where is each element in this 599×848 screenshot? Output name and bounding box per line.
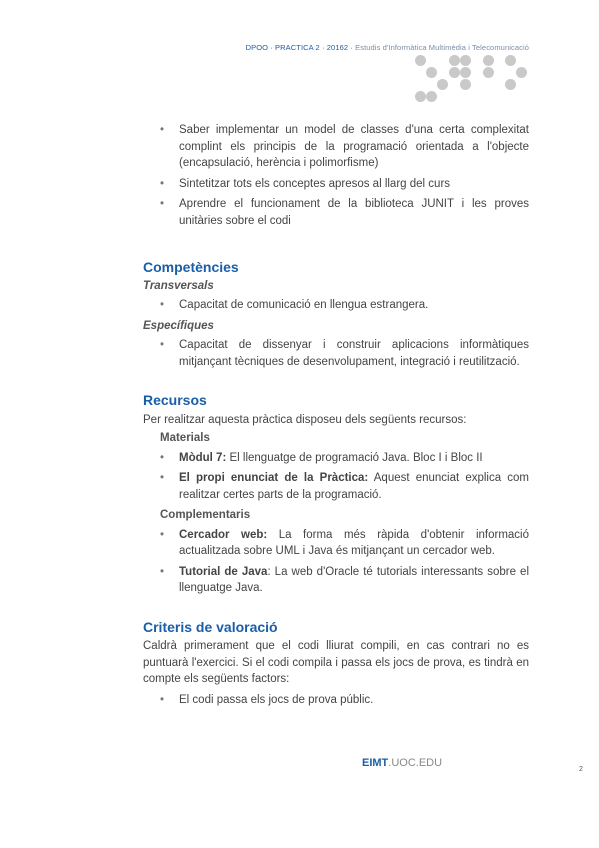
page-header <box>246 43 529 52</box>
complementary-heading: Complementaris <box>160 509 251 521</box>
list-item: • Sintetitzar tots els conceptes apresos al llarg del curs <box>143 176 529 193</box>
specific-list <box>143 337 529 370</box>
list-item <box>143 527 529 560</box>
logo-domain: .UOC.EDU <box>388 757 443 769</box>
list-item: • Capacitat de dissenyar i construir aplicacions informàtiques mitjançant tècniques de desenvolupament, integració i reutilització. <box>143 337 529 370</box>
resources-heading: Recursos <box>143 392 207 408</box>
list-item: • Capacitat de comunicació en llengua estrangera. <box>143 297 529 314</box>
list-item <box>143 470 529 503</box>
logo-brand: EIMT <box>362 757 389 769</box>
competencies-heading: Competències <box>143 259 239 275</box>
item-title: Tutorial de Java <box>179 565 268 578</box>
dots-logo-icon <box>412 55 532 105</box>
materials-heading: Materials <box>160 432 210 444</box>
school-label: Estudis d'Informàtica Multimèdia i Telecomunicació <box>355 43 529 52</box>
objectives-list <box>143 122 529 229</box>
materials-list <box>143 450 529 504</box>
main-content <box>143 122 529 712</box>
page-number: 2 <box>579 766 583 773</box>
resources-intro: Per realitzar aquesta pràctica disposeu dels següents recursos: <box>143 413 467 426</box>
item-title: Mòdul 7: <box>179 451 227 464</box>
criteria-heading: Criteris de valoració <box>143 618 278 635</box>
list-item: • Aprendre el funcionament de la biblioteca JUNIT i les proves unitàries sobre el codi <box>143 196 529 229</box>
list-item: • Saber implementar un model de classes d'una certa complexitat complint els principis de la programació orientada a l'objecte (encapsulació, herència i polimorfisme) <box>143 122 529 172</box>
item-text: El llenguatge de programació Java. Bloc I i Bloc II <box>226 451 483 464</box>
complementary-list <box>143 527 529 597</box>
list-item: • El codi passa els jocs de prova públic. <box>143 692 529 709</box>
criteria-intro: Caldrà primerament que el codi lliurat compili, en cas contrari no es puntuarà l'exercici. Si el codi compila i passa els jocs de prova, es tindrà en compte els següents factors: <box>143 640 529 685</box>
course-label: DPOO · PRACTICA 2 · 20162 · <box>245 43 353 52</box>
specific-heading: Específiques <box>143 319 214 332</box>
transversal-list <box>143 297 529 314</box>
list-item <box>143 450 529 467</box>
item-title: El propi enunciat de la Pràctica: <box>179 472 369 484</box>
criteria-list <box>143 692 529 709</box>
item-text: : La web d'Oracle té tutorials interessants sobre el llenguatge Java. <box>179 565 529 594</box>
item-title: Cercador web: <box>179 528 268 541</box>
item-text: La forma més ràpida d'obtenir informació actualitzada sobre UML i Java és mitjançant un cercador web. <box>179 528 529 557</box>
list-item <box>143 564 529 597</box>
item-text: Aquest enunciat explica com realitzar certes parts de la programació. <box>179 472 529 501</box>
transversal-heading: Transversals <box>143 279 214 292</box>
eimt-logo <box>362 757 442 769</box>
